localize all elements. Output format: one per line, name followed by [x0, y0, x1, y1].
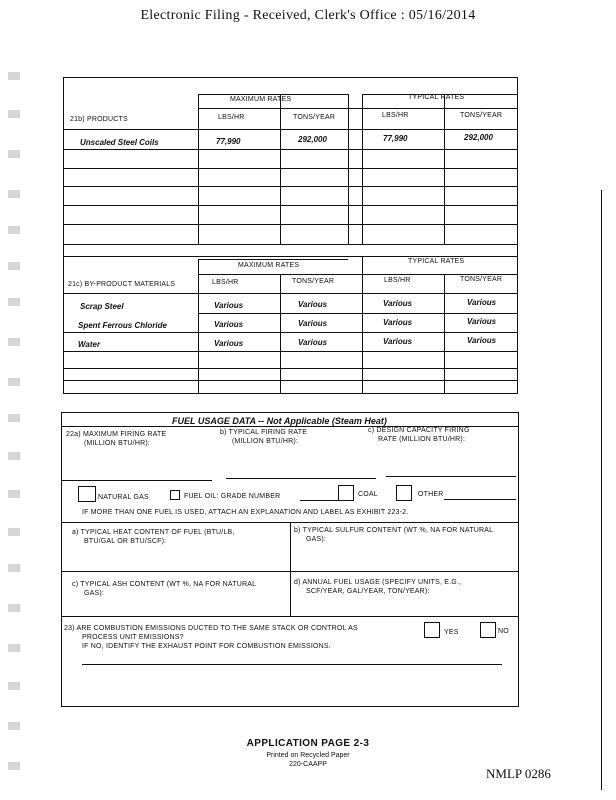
byproduct-row-label: 21c) BY-PRODUCT MATERIALS	[68, 281, 176, 288]
byproduct-row-1-name: Scrap Steel	[80, 302, 124, 311]
byproduct-row-2-max-tons-year: Various	[298, 319, 328, 328]
q22b-line-2: (MILLION BTU/HR):	[232, 438, 299, 445]
products-row-typ-lbs-hr: 77,990	[383, 134, 408, 143]
products-col-tons-year-typ: TONS/YEAR	[460, 112, 503, 119]
products-row-name: Unscaled Steel Coils	[80, 138, 159, 147]
other-checkbox[interactable]	[396, 485, 412, 501]
q23-line-2: PROCESS UNIT EMISSIONS?	[82, 634, 184, 641]
q22a-line-1: 22a) MAXIMUM FIRING RATE	[66, 431, 167, 438]
application-page-label: APPLICATION PAGE 2-3	[246, 738, 370, 749]
products-col-lbs-hr-max: LBS/HR	[218, 114, 245, 121]
q22a-line-2: (MILLION BTU/HR):	[84, 440, 151, 447]
qd-line-2: SCF/YEAR, GAL/YEAR, TON/YEAR):	[306, 588, 430, 595]
byproduct-col-lbs-hr-max: LBS/HR	[212, 279, 239, 286]
products-col-lbs-hr-typ: LBS/HR	[382, 112, 409, 119]
q23-no-label: NO	[498, 628, 509, 635]
products-row-max-tons-year: 292,000	[298, 135, 327, 144]
products-row-label: 21b) PRODUCTS	[70, 116, 128, 123]
fuel-oil-checkbox[interactable]	[170, 490, 180, 500]
natural-gas-checkbox[interactable]	[78, 486, 96, 502]
coal-label: COAL	[358, 491, 378, 498]
q23-no-checkbox[interactable]	[480, 622, 496, 638]
other-label: OTHER	[418, 491, 444, 498]
fuel-usage-title: FUEL USAGE DATA -- Not Applicable (Steam Heat)	[172, 416, 387, 426]
q23-yes-label: YES	[444, 629, 459, 636]
q23-line-3: IF NO, IDENTIFY THE EXHAUST POINT FOR COMBUSTION EMISSIONS.	[82, 643, 331, 650]
qa-line-1: a) TYPICAL HEAT CONTENT OF FUEL (BTU/LB,	[72, 529, 235, 536]
byproduct-typical-rates-label: TYPICAL RATES	[408, 258, 465, 265]
byproduct-row-1-max-lbs-hr: Various	[214, 301, 244, 310]
byproduct-max-rates-label: MAXIMUM RATES	[238, 262, 300, 269]
byproduct-row-2-typ-lbs-hr: Various	[383, 318, 413, 327]
products-max-rates-label: MAXIMUM RATES	[230, 96, 292, 103]
byproduct-row-1-typ-tons-year: Various	[467, 298, 497, 307]
recycled-paper-note: Printed on Recycled Paper	[266, 752, 350, 759]
qc-line-2: GAS):	[84, 590, 105, 597]
q22c-line-1: c) DESIGN CAPACITY FIRING	[368, 427, 470, 434]
byproduct-row-3-name: Water	[78, 340, 101, 349]
byproduct-col-lbs-hr-typ: LBS/HR	[384, 277, 411, 284]
multi-fuel-note: IF MORE THAN ONE FUEL IS USED, ATTACH AN EXPLANATION AND LABEL AS EXHIBIT 223-2.	[82, 509, 409, 516]
form-code: 220-CAAPP	[289, 761, 327, 768]
qb-line-1: b) TYPICAL SULFUR CONTENT (WT %, NA FOR NATURAL	[294, 527, 494, 534]
products-row-typ-tons-year: 292,000	[464, 133, 493, 142]
qd-line-1: d) ANNUAL FUEL USAGE (SPECIFY UNITS, E.G.,	[294, 579, 462, 586]
byproduct-row-3-typ-lbs-hr: Various	[383, 337, 413, 346]
fuel-oil-label: FUEL OIL: GRADE NUMBER	[184, 493, 281, 500]
products-col-tons-year-max: TONS/YEAR	[293, 114, 336, 121]
natural-gas-label: NATURAL GAS	[98, 494, 149, 501]
byproduct-row-1-max-tons-year: Various	[298, 300, 328, 309]
coal-checkbox[interactable]	[338, 485, 354, 501]
qb-line-2: GAS):	[306, 536, 327, 543]
byproduct-col-tons-year-max: TONS/YEAR	[292, 278, 335, 285]
byproduct-row-3-typ-tons-year: Various	[467, 336, 497, 345]
byproduct-row-2-typ-tons-year: Various	[467, 317, 497, 326]
byproduct-row-2-name: Spent Ferrous Chloride	[78, 321, 167, 330]
byproduct-row-1-typ-lbs-hr: Various	[383, 299, 413, 308]
byproduct-col-tons-year-typ: TONS/YEAR	[460, 276, 503, 283]
qc-line-1: c) TYPICAL ASH CONTENT (WT %, NA FOR NATURAL	[72, 581, 257, 588]
qa-line-2: BTU/GAL OR BTU/SCF):	[84, 538, 167, 545]
right-scan-edge	[601, 190, 602, 790]
filing-stamp: Electronic Filing - Received, Clerk's Office : 05/16/2014	[140, 8, 476, 23]
q22c-line-2: RATE (MILLION BTU/HR):	[378, 436, 466, 443]
byproduct-row-3-max-tons-year: Various	[298, 338, 328, 347]
q23-yes-checkbox[interactable]	[424, 622, 440, 638]
products-row-max-lbs-hr: 77,990	[216, 137, 241, 146]
q23-line-1: 23) ARE COMBUSTION EMISSIONS DUCTED TO THE SAME STACK OR CONTROL AS	[64, 625, 358, 632]
bates-number: NMLP 0286	[486, 766, 551, 781]
q22b-line-1: b) TYPICAL FIRING RATE	[220, 429, 308, 436]
products-typical-rates-label: TYPICAL RATES	[408, 94, 465, 101]
byproduct-row-3-max-lbs-hr: Various	[214, 339, 244, 348]
byproduct-row-2-max-lbs-hr: Various	[214, 320, 244, 329]
